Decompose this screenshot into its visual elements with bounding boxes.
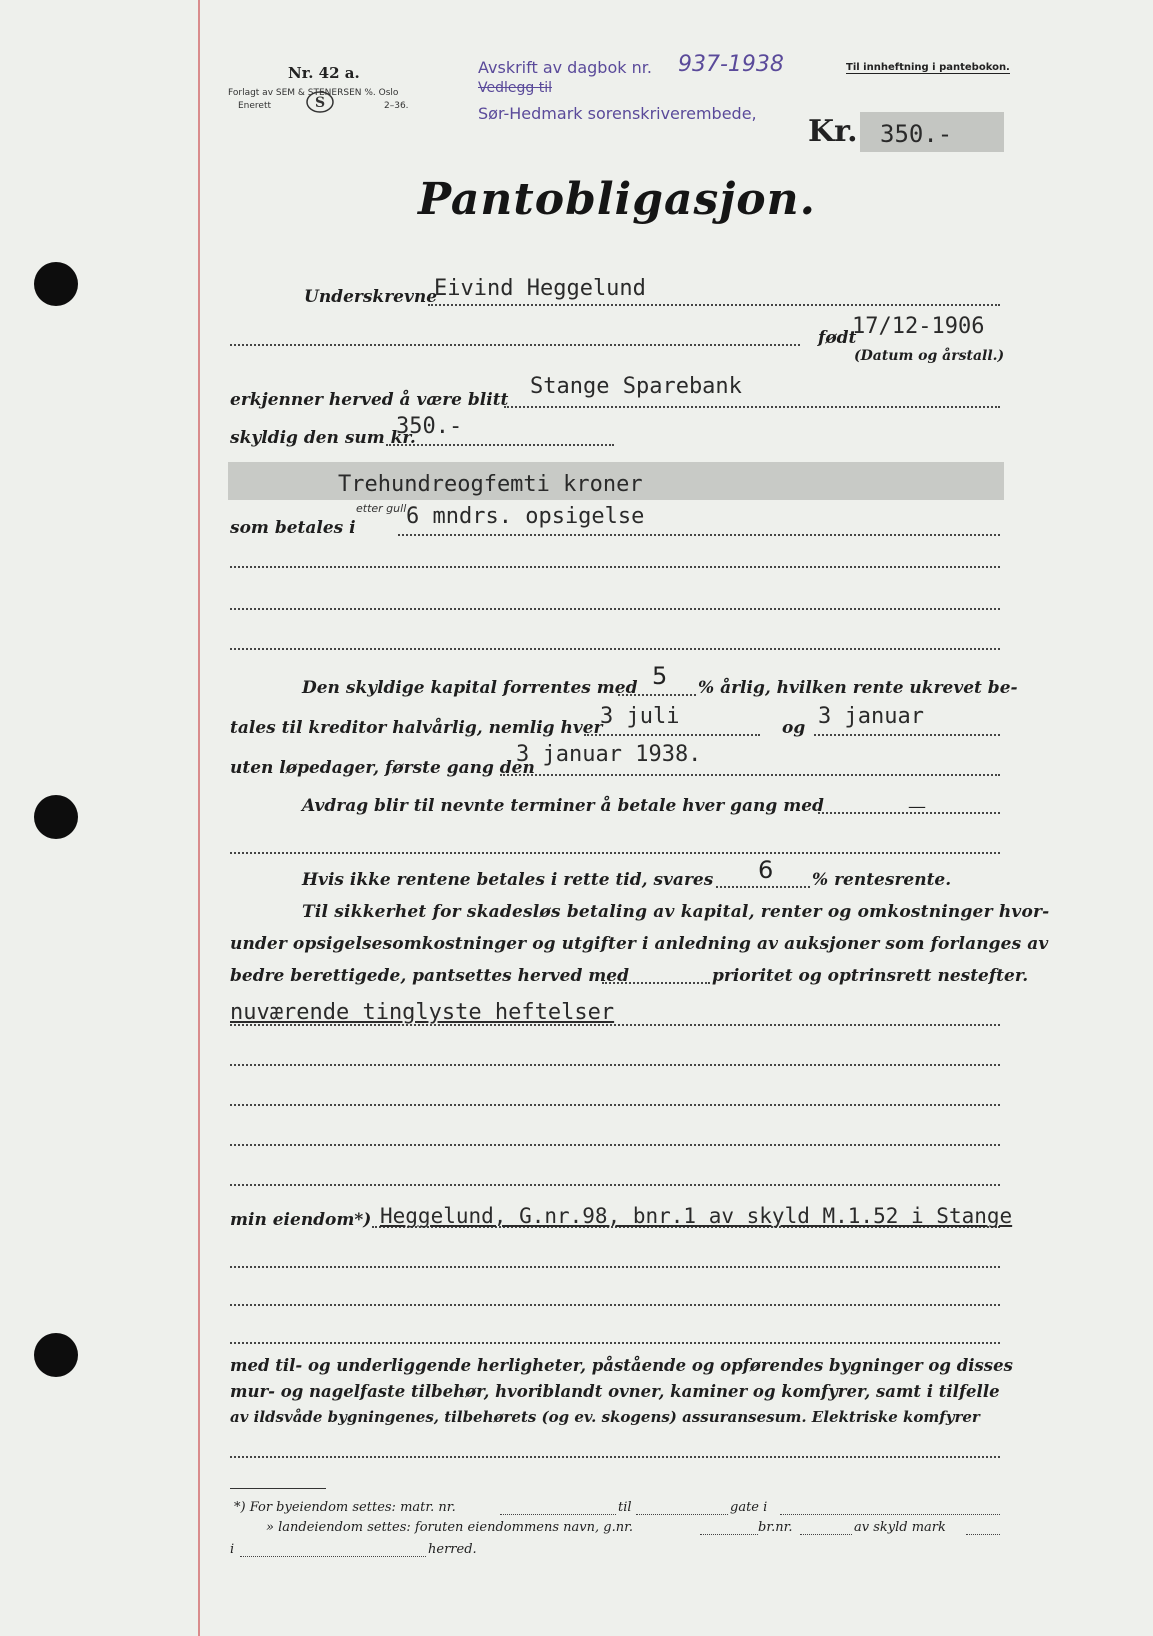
blank-line-6 <box>230 1144 1000 1146</box>
installment-label: Avdrag blir til nevnte terminer å betale hver gang med <box>302 796 824 816</box>
svg-text:S: S <box>315 95 326 111</box>
installment-value: — <box>908 796 926 817</box>
publisher-logo-icon <box>305 90 335 114</box>
amount-words: Trehundreogfemti kroner <box>338 472 643 497</box>
undersigned-label: Underskrevne <box>304 287 438 307</box>
footnote-dots-3 <box>240 1556 426 1557</box>
blank-line-2 <box>230 608 1000 610</box>
blank-line-5 <box>230 1104 1000 1106</box>
security-line-3a: bedre berettigede, pantsettes herved med <box>230 966 629 986</box>
diary-number: 937-1938 <box>678 52 784 77</box>
punch-hole-bottom <box>34 1333 78 1377</box>
footnote-rule <box>230 1488 326 1489</box>
acknowledge-label: erkjenner herved å være blitt <box>230 390 509 410</box>
blank-line-7 <box>230 1184 1000 1186</box>
amount-label: Kr. <box>808 114 858 149</box>
term-1-dots <box>584 734 760 736</box>
appurtenance-line-1: med til- og underliggende herligheter, påstående og opførendes bygninger og disses <box>230 1356 1013 1375</box>
security-line-1: Til sikkerhet for skadesløs betaling av kapital, renter og omkostninger hvor- <box>302 902 1050 922</box>
footnote-line-2c: av skyld mark <box>854 1520 946 1535</box>
term-2: 3 januar <box>818 704 924 729</box>
priority-rank-dots <box>602 982 710 984</box>
term-2-dots <box>814 734 1000 736</box>
undersigned-dots <box>428 304 1000 306</box>
blank-line-9 <box>230 1304 1000 1306</box>
form-number: Nr. 42 a. <box>288 64 360 82</box>
paid-handwriting: etter gull <box>356 502 407 515</box>
blank-line-10 <box>230 1342 1000 1344</box>
born-dots-left <box>230 344 800 346</box>
first-date-value: 3 januar 1938. <box>516 742 702 767</box>
interest-rate: 5 <box>652 662 668 690</box>
footnote-dots-1a <box>500 1514 616 1515</box>
punch-hole-top <box>34 262 78 306</box>
document-title: Pantobligasjon. <box>418 174 816 225</box>
term-and: og <box>782 718 806 738</box>
footnote-dots-1c <box>780 1514 1000 1515</box>
footnote-line-1a: *) For byeiendom settes: matr. nr. <box>234 1500 456 1515</box>
footnote-dots-2a <box>700 1534 758 1535</box>
footnote-line-1c: gate i <box>730 1500 768 1515</box>
installment-blank-line <box>230 852 1000 854</box>
property-label: min eiendom*) <box>230 1210 372 1230</box>
priority-value: nuværende tinglyste heftelser <box>230 1000 615 1025</box>
stamp-line-1: Avskrift av dagbok nr. <box>478 58 652 77</box>
blank-line-11 <box>230 1456 1000 1458</box>
footnote-dots-1b <box>636 1514 728 1515</box>
creditor-pay-label: tales til kreditor halvårlig, nemlig hver <box>230 718 603 738</box>
security-line-2: under opsigelsesomkostninger og utgifter i anledning av auksjoner som forlanges av <box>230 934 1049 954</box>
footnote-line-2b: br.nr. <box>758 1520 793 1535</box>
creditor-value: Stange Sparebank <box>530 374 742 399</box>
interest-dots <box>618 694 696 696</box>
born-hint: (Datum og årstall.) <box>854 348 1005 364</box>
footnote-line-3b: herred. <box>428 1542 477 1557</box>
blank-line-3 <box>230 648 1000 650</box>
blank-line-8 <box>230 1266 1000 1268</box>
appurtenance-line-3: av ildsvåde bygningenes, tilbehørets (og ev. skogens) assuransesum. Elektriske komfyrer <box>230 1408 980 1426</box>
born-value: 17/12-1906 <box>852 314 985 339</box>
security-line-3b: prioritet og optrinsrett nestefter. <box>712 966 1029 986</box>
first-date-label: uten løpedager, første gang den <box>230 758 535 778</box>
appurtenance-line-2: mur- og nagelfaste tilbehør, hvoriblandt ovner, kaminer og komfyrer, samt i tilfelle <box>230 1382 1000 1401</box>
penalty-label-1: Hvis ikke rentene betales i rette tid, svares <box>302 870 714 890</box>
footnote-dots-2c <box>966 1534 1000 1535</box>
footnote-line-3a: i <box>230 1542 235 1557</box>
publisher-line-1: Forlagt av SEM & STENERSEN %. Oslo <box>228 88 399 98</box>
footnote-dots-2b <box>800 1534 852 1535</box>
owe-value: 350.- <box>396 414 463 439</box>
owe-dots <box>386 444 614 446</box>
first-date-dots <box>500 774 1000 776</box>
footnote-line-1b: til <box>618 1500 632 1515</box>
publisher-line-2-right: 2–36. <box>384 101 409 111</box>
owe-label: skyldig den sum kr. <box>230 428 416 448</box>
stamp-line-2: Vedlegg til <box>478 80 552 96</box>
footnote-line-2a: » landeiendom settes: foruten eiendommens navn, g.nr. <box>266 1520 633 1535</box>
born-label: født <box>818 328 857 348</box>
penalty-label-2: % rentesrente. <box>812 870 952 890</box>
stamp-line-3: Sør-Hedmark sorenskriverembede, <box>478 104 757 123</box>
creditor-dots <box>504 406 1000 408</box>
property-value: Heggelund, G.nr.98, bnr.1 av skyld M.1.52 i Stange <box>380 1204 1013 1228</box>
interest-label-1: Den skyldige kapital forrentes med <box>302 678 638 698</box>
penalty-dots <box>716 886 810 888</box>
punch-hole-middle <box>34 795 78 839</box>
paid-label: som betales i <box>230 518 356 538</box>
blank-line-1 <box>230 566 1000 568</box>
publisher-line-2-left: Enerett <box>238 101 272 111</box>
margin-line <box>198 0 200 1636</box>
undersigned-value: Eivind Heggelund <box>434 276 646 301</box>
paid-dots <box>398 534 1000 536</box>
penalty-rate: 6 <box>758 856 774 884</box>
binding-note: Til innheftning i pantebokon. <box>846 62 1010 73</box>
paid-value: 6 mndrs. opsigelse <box>406 504 645 529</box>
term-1: 3 juli <box>600 704 680 729</box>
interest-label-2: % årlig, hvilken rente ukrevet be- <box>698 678 1018 698</box>
blank-line-4 <box>230 1064 1000 1066</box>
amount-value: 350.- <box>880 120 953 148</box>
